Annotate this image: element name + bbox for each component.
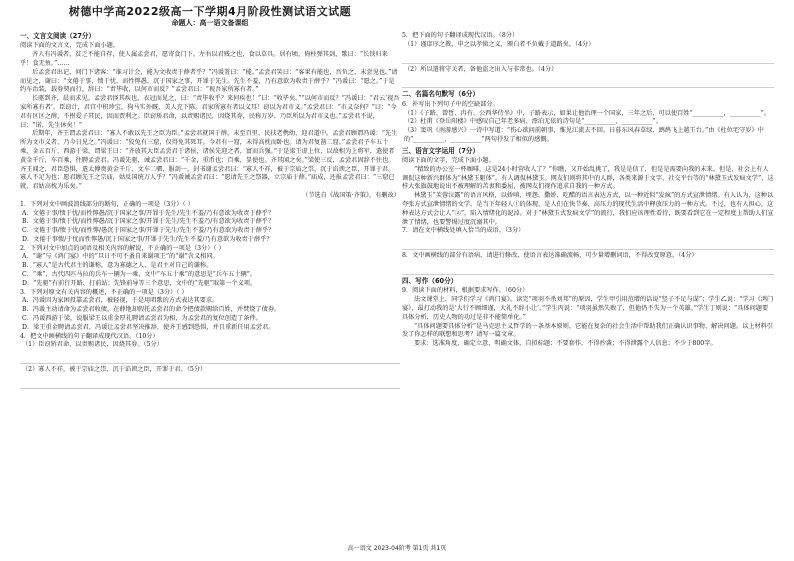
section-intro: 阅读下面的文字，完成下面小题。: [402, 157, 495, 165]
section-heading-writing: 四、写作（60分）: [402, 277, 458, 286]
essay-requirements: 要求：选准角度，确定立意，明确文体，自拟标题；不要套作，不得抄袭；不得泄露个人信息；不少于800字。: [414, 340, 717, 348]
essay-material: “具体问题要具体分析”是马克思主义哲学的一条基本原则，它能在复杂的社会生活中帮助我们正确认识事物、解决问题。以上材料引发了你怎样的联想和思考？请写一篇文章。: [402, 322, 774, 339]
option: C．“乘”，古代四匹马拉的兵车一辆为一乘，文中“车五十乘”的意思是“兵车五十辆”。: [22, 271, 257, 279]
answer-blank[interactable]: [402, 261, 774, 275]
question-1: 1．下列对文中画波浪线部分的断句，正确的一项是（3分）（ ）: [20, 200, 194, 208]
section-heading-classical: 一、文言文阅读（27分）: [20, 32, 96, 40]
option: B．“寡人”是古代君主的谦称，意为寡德之人，是君主对自己的谦称。: [22, 262, 213, 270]
passage-paragraph: 长驱到齐，晨而求见。孟尝君怪其疾也，衣冠而见之，曰：“责毕收乎？来何疾也！”曰：“收毕矣。”“以何市而反？”冯谖曰：“君云‘视吾家所寡有者’。臣窃计，君宫中积珍宝，狗马实外厩，美人充下陈。君家所寡有者以义耳！窃以为君市义。”孟尝君曰：“市义奈何？”曰：“今君有区区之薛，不拊爱子其民，因而贾利之。臣窃矫君命，以责赐诸民，因烧其券，民称万岁。乃臣所以为君市义也。”孟尝君不说，曰：“诺，先生休矣！”: [20, 95, 400, 129]
option: C．冯谖西游于梁，说服梁王以重金厚礼聘请孟尝君为相，为孟尝君的复位创造了条件。: [22, 315, 262, 323]
option: C．文倦于事/愦于忧/而性懧/愚沉于国家之事/开罪于先生/先生不羞/乃有意欲为收责于薛乎？: [22, 227, 275, 235]
question-5-2: （2）所以遣将守关者，备他盗之出入与非常也。（4分）: [404, 65, 558, 73]
option: D．“先驱”有前行开路、打前站；先锋前导等三个意思，文中的“先驱”取第一个义项。: [22, 279, 257, 287]
option: D．梁王重金聘请孟尝君，冯谖让孟尝君坚决推辞，使齐王感到恐惧，并且重新任用孟尝君。: [22, 323, 275, 331]
option: A．冯谖因为家困投靠孟尝君，被轻视，于是用唱歌的方式表达其要求。: [22, 297, 219, 305]
essay-material: 法文课堂上，同学们学习《鸿门宴》。读完“项羽不杀刘邦”的原因，学生甲引用范增的话说“竖子不足与谋”；学生乙说：“学习《鸿门宴》，最打动我的是‘大行不顾细谨，大礼不辞小让’。”学生丙说：“项羽虽然失败了，但他仍不失为一个英雄。”学生丁则说：“具体问题要具体分析，历史人物的功过是非不能简单化。”: [402, 296, 774, 321]
passage-paragraph: 后孟尝君出记，问门下诸客：“谁习计会，能为文收责于薛者乎？”冯谖署曰：“能。”孟尝君笑曰：“客果有能也，吾负之，未尝见也。”请而见之，谢曰：“文倦于事，愦于忧，而性懧愚，沉于国家之事，开罪于先生。先生不羞，乃有意欲为收责于薛乎？”冯谖曰：“愿之。”于是约车治装，载券契而行，辞曰：“责毕收，以何市而反？”孟尝君曰：“视吾家所寡有者。”: [20, 68, 398, 94]
section-heading-language: 三、语言文字运用（7分）: [402, 146, 480, 155]
answer-blank[interactable]: [402, 50, 774, 64]
question-7: 7．请在文中横线处填入恰当的成语。（3分）: [402, 227, 525, 235]
option: B．文倦于事/愦于忧/而性懧愚/沉于国家之事/开罪于先生/先生不羞乃/有意欲为收责于薛乎？: [22, 218, 275, 226]
section-heading-dictation: 二、名篇名句默写（6分）: [402, 90, 480, 99]
question-6-3: （3）窦巩《南游感兴》一诗中写道：“伤心欲问前朝事，惟见江流去不回。日暮东风春草绿，鹧鸪飞上越王台。”由《杜位宅守岁》中的“__________，__________”两句抒发了相似的感慨。: [404, 127, 764, 143]
option: A．“谢”与《鸿门宴》中的“旦日不可不蚤自来谢项王”的“谢”含义相同。: [22, 253, 219, 261]
right-column: [402, 32, 774, 349]
question-8: 8．文中画横线的部分有语病，请进行修改，使语言表达准确流畅，可少量增删词语，不得改变原意。（4分）: [402, 252, 698, 260]
question-5-1: （1）谨庠序之教，申之以孝悌之义，颁白者不负戴于道路矣。（4分）: [404, 40, 595, 48]
language-passage: “精致的办公室一杯咖啡，这是24小时营收人了？”你瞧，又开始乱挑了，我是是信了，但是是需要向我的未来。但是，社会上有人调侃这种新兴群体为“林黛玉躯体”。有人调侃林黛玉。网友们则将其中的人群，各类来源于文字、社交平台等的“林黛玉式发疯文学”，这样大张旗鼓地说出不被理解的苦衷和委屈，被网友们视作追求自我的一种方式。: [402, 165, 774, 191]
page-title: 树德中学高2022级高一下学期4月阶段性测试语文试题: [68, 5, 352, 18]
question-3: 3．下列对原文有关内容的概述，不正确的一项是（3分）（ ）: [20, 288, 188, 296]
page-footer: 高一语文 2023-04阶考 第1页 共1页: [347, 545, 447, 552]
question-6: 6．补写出下列句子中的空缺部分。: [402, 100, 499, 108]
question-6-1: （1）《子路、曾皙、冉有、公西华侍坐》中，子路表示，如果让他治理一个国家，三年之后，可以使百姓“__________，__________”。: [404, 109, 771, 117]
question-4: 4．把文中画横线的句子翻译成现代汉语。（10分）: [20, 332, 159, 340]
left-column: [20, 30, 400, 391]
answer-blank[interactable]: [402, 236, 774, 250]
essay-prompt: 9．阅读下面的材料，根据要求写作。（60分）: [402, 287, 529, 295]
section-intro: 阅读下面的文言文，完成下面小题。: [20, 42, 119, 50]
answer-blank[interactable]: [20, 350, 400, 364]
language-passage: 林黛玉“芙蓉泣露”的语言风格，以娇嗔、埋怨、撒娇、吃醋的语言表达方式，以一种近似“发疯”的方式宣泄情绪。有人认为，这种以夸张方式宣泄情绪的文学，是当下年轻人①的体现，是人们在快节奏、高压力的现代生活中释放压力的一种方式。不过，也有人担心，这种表达方式会让人“②”，陷入情绪化的泥淖。对于“林黛玉式发疯文学”的流行，我们应该理性看待，既要看到它在一定程度上帮助人们宣泄了情绪，也要警惕过度沉溺其中。: [402, 192, 774, 226]
question-2: 2．下列对文中加点的词语及相关内容的解说，不正确的一项是（3分）（ ）: [20, 244, 225, 252]
passage-paragraph: 后期年，齐王谓孟尝君曰：“寡人不敢以先王之臣为臣。”孟尝君就国于薛，未至百里，民扶老携幼，迎君道中。孟尝君顾谓冯谖：“先生所为文市义者，乃今日见之。”冯谖曰：“狡兔有三窟，仅得免其死耳。今君有一窟，未得高枕而卧也。请为君复凿二窟。”孟尝君予车五十乘，金五百斤，西游于梁，谓梁王曰：“齐放其大臣孟尝君于诸侯，诸侯先迎之者，富而兵强。”于是梁王虚上位，以故相为上将军，遣使者黄金千斤，车百乘，往聘孟尝君。冯谖先驱，诫孟尝君曰：“千金，重币也；百乘，显使也。齐其闻之矣。”梁使三反，孟尝君固辞不往也。齐王闻之，君臣恐惧，遣太傅赍黄金千斤、文车二驷，服剑一，封书谢孟尝君曰：“寡人不祥，被于宗庙之祟，沉于谄谀之臣，开罪于君。寡人不足为也；愿君顾先王之宗庙，姑反国统万人乎？”冯谖诫孟尝君曰：“愿请先王之祭器，立宗庙于薛。”庙成，还报孟尝君曰：“三窟已就，君姑高枕为乐矣。”: [20, 130, 398, 191]
answer-blank[interactable]: [20, 375, 400, 389]
page-subtitle: 命题人：高一语文备课组: [171, 19, 249, 27]
option: B．冯谖主动请命为孟尝君收债，在薛地却假托孟尝君的命令把债款赐给百姓，并焚烧了债券。: [22, 306, 281, 314]
option: A．文倦于事/愦于忧/而性懧愚/沉于国家之事/开罪于先生/先生不羞/乃有意欲为收责于薛乎？: [22, 209, 275, 217]
question-5: 5．把下面的句子翻译成现代汉语。（8分）: [402, 32, 519, 39]
question-4-1: （1）臣窃矫君命，以责赐诸民，因烧其券。（5分）: [22, 341, 163, 349]
passage-source: （节选自《战国策·齐策》，有删改）: [302, 191, 400, 199]
question-6-2: （2）杜甫《登岳阳楼》中感叹自己年老多病、漂泊无依的诗句是“__________，__________”。: [404, 118, 662, 126]
passage-paragraph: 齐人有冯谖者，贫乏不能自存，使人属孟尝君，愿寄食门下。左右以君贱之也，食以草具。居有顷，倚柱弹其剑，歌曰：“长铗归来乎！食无鱼。”……: [20, 51, 388, 67]
question-4-2: （2）寡人不祥，被于宗庙之祟，沉于谄谀之臣，开罪于君。（5分）: [22, 366, 207, 374]
answer-blank[interactable]: [402, 74, 774, 88]
option: D．文倦于事愦/于忧而性懧愚/沉于国家之事/开罪于先生/先生不羞/乃有意欲为收责于薛乎？: [22, 235, 273, 243]
